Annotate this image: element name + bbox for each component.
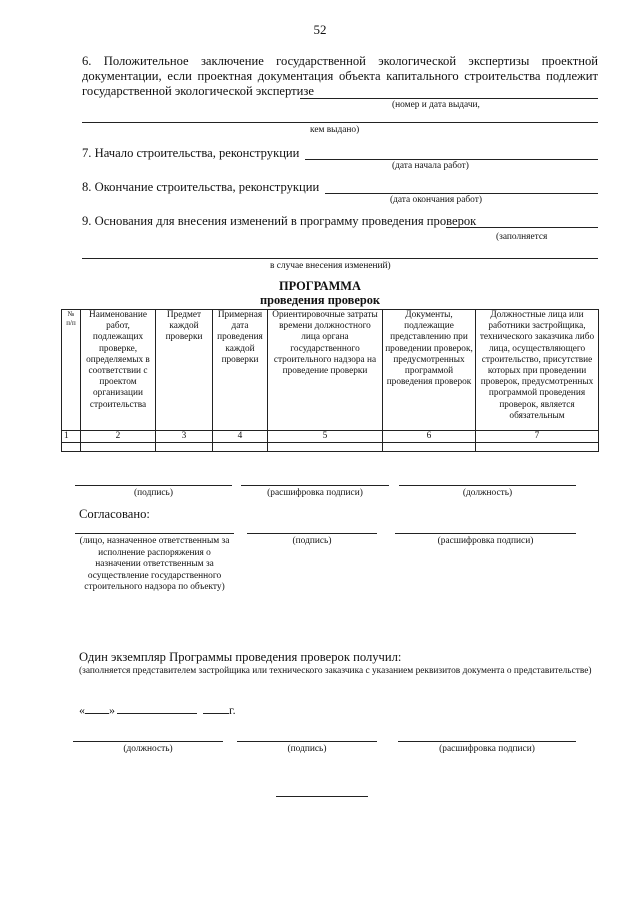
copy-heading: Один экземпляр Программы проведения проверок получил:: [79, 650, 402, 664]
signature-line: [75, 485, 232, 486]
item-6-line-1: [300, 98, 598, 99]
item-8-hint: (дата окончания работ): [390, 195, 482, 205]
decode-line: [241, 485, 389, 486]
column-number-row: [62, 431, 599, 443]
agreed-label: Согласовано:: [79, 507, 150, 521]
agreed-person-label: (лицо, назначенное ответственным за исполнение распоряжения о назначении ответственным за осуществление государственного строительного надзора по объекту): [79, 536, 230, 593]
item-9-text: 9. Основания для внесения изменений в программу проведения проверок: [82, 214, 477, 228]
item-6-hint-2: кем выдано): [310, 125, 360, 135]
item-6-text: 6. Положительное заключение государственной экологической экспертизы проектной документации, если проектная документация объекта капитального строительства подлежит государственной экологической экспертизе: [82, 54, 598, 98]
decode-label: (расшифровка подписи): [267, 488, 363, 498]
program-subtitle: проведения проверок: [259, 293, 381, 307]
date-close-quote: »: [109, 703, 115, 717]
table-cell: [476, 443, 599, 452]
signature2-decode-label: (расшифровка подписи): [439, 744, 535, 754]
agreed-sign-label: (подпись): [292, 536, 332, 546]
header-cell: Предмет каждой проверки: [156, 310, 213, 431]
copy-note: (заполняется представителем застройщика или технического заказчика с указанием реквизитов документа о представительстве): [79, 666, 592, 676]
column-number: 2: [81, 431, 156, 443]
date-year-line: [203, 713, 229, 714]
agreed-person-line: [75, 533, 234, 534]
item-6-hint-1: (номер и дата выдачи,: [392, 100, 480, 110]
table-cell: [81, 443, 156, 452]
header-cell: Должностные лица или работники застройщика, технического заказчика либо лица, осуществляющего строительство, присутствие которых при проведении проверок, предусмотренных программой проведения проверок, является обязательным: [476, 310, 599, 431]
position-label: (должность): [462, 488, 513, 498]
signature2-decode-line: [398, 741, 576, 742]
table-cell: [383, 443, 476, 452]
signature-label: (подпись): [134, 488, 173, 498]
signature2-position-label: (должность): [123, 744, 173, 754]
table-header-row: [62, 310, 599, 431]
page-number: 52: [313, 22, 327, 37]
item-7-text: 7. Начало строительства, реконструкции: [82, 146, 300, 160]
column-number: 7: [476, 431, 599, 443]
table-cell: [213, 443, 268, 452]
program-table: [61, 309, 599, 452]
item-8-line: [325, 193, 598, 194]
agreed-decode-line: [395, 533, 576, 534]
signature2-position-line: [73, 741, 223, 742]
date-day-line: [85, 713, 109, 714]
signature2-sign-label: (подпись): [287, 744, 327, 754]
item-9-line-2: [82, 258, 598, 259]
item-9-hint-1: (заполняется: [496, 232, 548, 242]
item-9-hint-2: в случае внесения изменений): [270, 261, 391, 271]
column-number: 3: [156, 431, 213, 443]
column-number: 5: [268, 431, 383, 443]
agreed-decode-label: (расшифровка подписи): [437, 536, 534, 546]
table-cell: [268, 443, 383, 452]
position-line: [399, 485, 576, 486]
column-number: 4: [213, 431, 268, 443]
table-row: [62, 443, 599, 452]
table-cell: [62, 443, 81, 452]
item-7-line: [305, 159, 598, 160]
table-cell: [156, 443, 213, 452]
program-title: ПРОГРАММА: [279, 279, 361, 293]
date-open-quote: «: [79, 703, 85, 717]
date-row: [79, 703, 236, 717]
header-cell: Наименование работ, подлежащих проверке, определяемых в соответствии с проектом организации строительства: [81, 310, 156, 431]
header-cell: Примерная дата проведения каждой проверки: [213, 310, 268, 431]
header-cell: № п/п: [62, 310, 81, 431]
signature2-sign-line: [237, 741, 377, 742]
item-6-line-2: [82, 122, 598, 123]
item-8-text: 8. Окончание строительства, реконструкции: [82, 180, 320, 194]
footer-rule: [276, 796, 368, 797]
item-7-hint: (дата начала работ): [392, 161, 469, 171]
item-9-line-1: [446, 227, 598, 228]
date-year-suffix: г.: [229, 703, 236, 717]
header-cell: Документы, подлежащие представлению при проведении проверок, предусмотренных программой проведения проверок: [383, 310, 476, 431]
date-month-line: [117, 713, 197, 714]
header-cell: Ориентировочные затраты времени должностного лица органа государственного строительного надзора на проведение проверки: [268, 310, 383, 431]
agreed-sign-line: [247, 533, 377, 534]
column-number: 6: [383, 431, 476, 443]
column-number: 1: [62, 431, 81, 443]
